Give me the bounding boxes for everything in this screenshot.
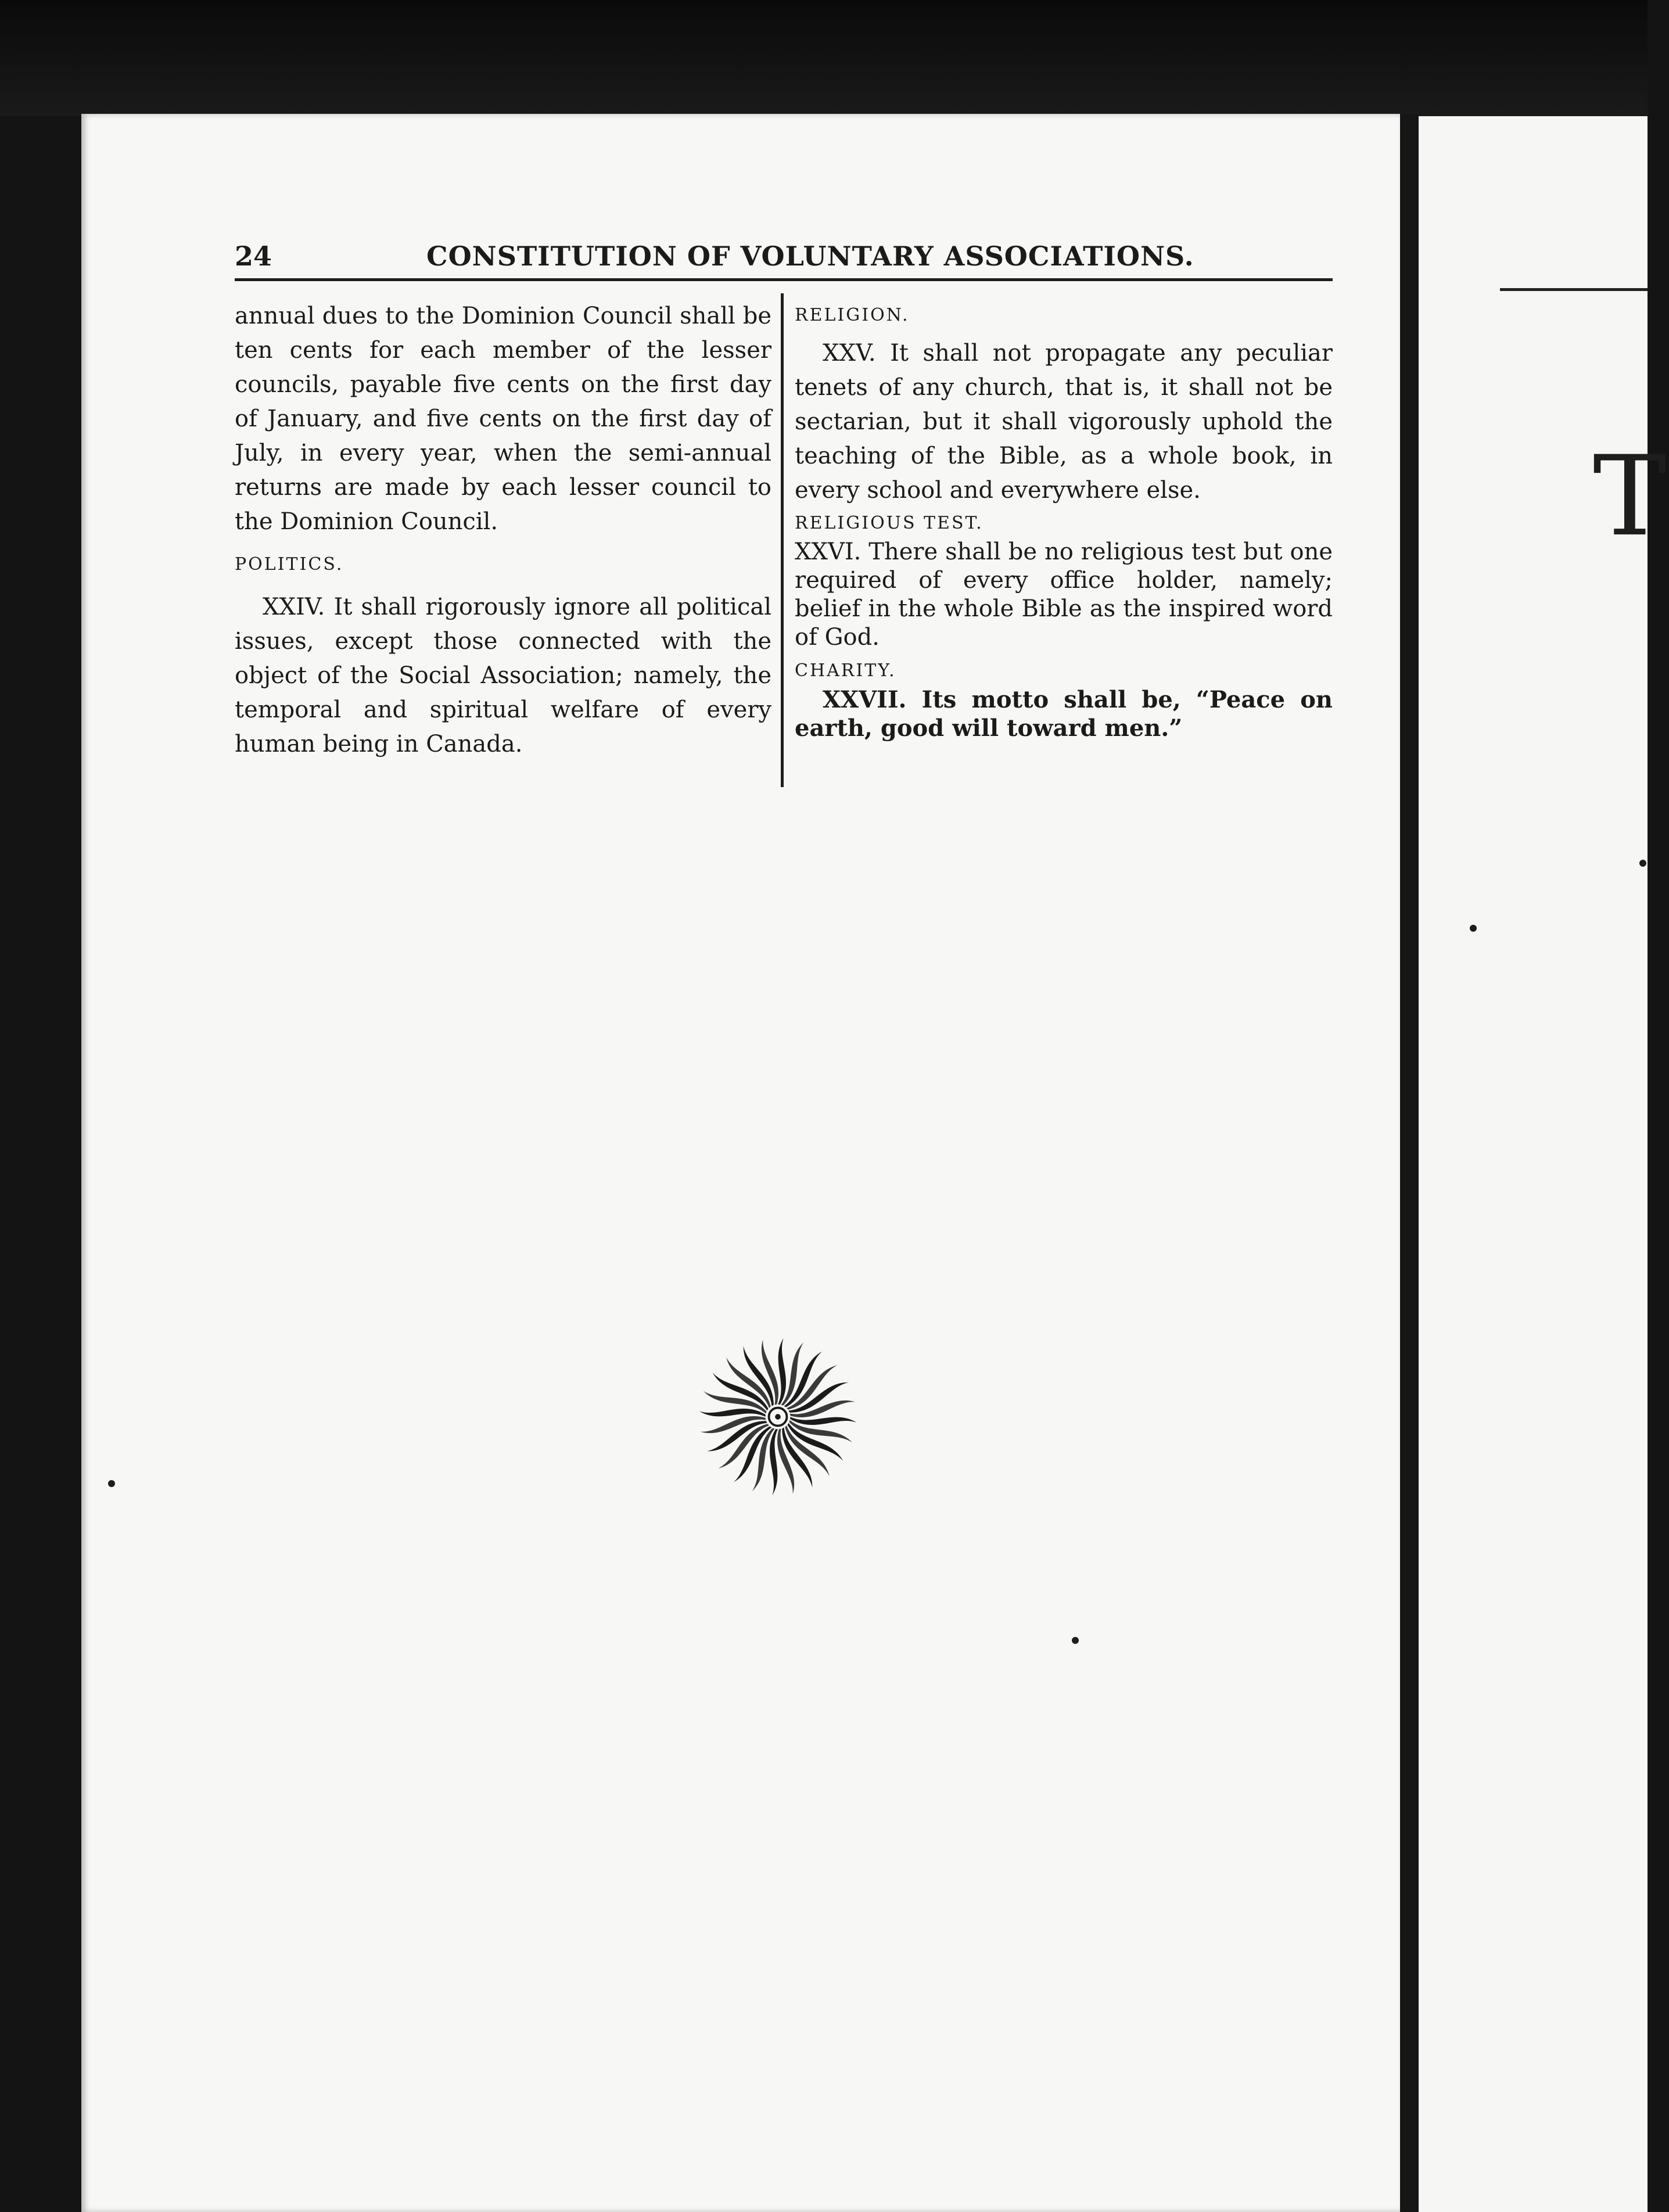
ink-speck xyxy=(1639,860,1646,867)
ornament-ray xyxy=(699,1409,766,1417)
article-xxiv: XXIV. It shall rigorously ignore all political issues, except those connected with the object of the Social Association; namely, the temporal and spiritual welfare of every human being in Canada. xyxy=(235,594,771,757)
article-xxvi: XXVI. There shall be no religious test but one required of every office holder, namely; belief in the whole Bible as the inspired word of God. xyxy=(795,538,1333,651)
book-gutter xyxy=(1400,114,1419,2212)
section-heading-religious-test: RELIGIOUS TEST. xyxy=(795,513,984,533)
scan-background xyxy=(0,0,1648,116)
left-column xyxy=(235,299,771,762)
dues-paragraph: annual dues to the Dominion Council shall be ten cents for each member of the lesser councils, payable five cents on the first day of January, and five cents on the first day of July, in every year, when the semi-annual returns are made by each lesser council to the Dominion Council. xyxy=(235,303,771,535)
page-number: 24 xyxy=(235,240,272,272)
sunburst-ornament-icon xyxy=(694,1333,862,1501)
column-divider xyxy=(781,293,784,787)
article-xxvii: XXVII. Its motto shall be, “Peace on earth, good will toward men.” xyxy=(795,686,1333,742)
section-heading-politics: POLITICS. xyxy=(235,554,344,574)
facing-page-letter: T xyxy=(1593,432,1669,561)
right-column xyxy=(795,299,1333,742)
running-title: CONSTITUTION OF VOLUNTARY ASSOCIATIONS. xyxy=(426,240,1194,272)
facing-page xyxy=(1419,116,1669,2212)
section-heading-charity: CHARITY. xyxy=(795,660,896,681)
ornament-center-dot xyxy=(775,1414,781,1420)
page-header xyxy=(235,238,1333,279)
article-xxv: XXV. It shall not propagate any peculiar tenets of any church, that is, it shall not be sectarian, but it shall vigorously uphold the teaching of the Bible, as a whole book, in every school and everywhere else. xyxy=(795,340,1333,504)
ink-speck xyxy=(1072,1637,1079,1644)
header-rule xyxy=(235,278,1333,281)
ornament-ray xyxy=(790,1417,856,1425)
ink-speck xyxy=(1470,925,1477,932)
ornament-ray xyxy=(778,1338,786,1405)
facing-page-rule xyxy=(1500,288,1648,291)
ornament-ray xyxy=(770,1429,778,1495)
section-heading-religion: RELIGION. xyxy=(795,305,910,325)
ink-speck xyxy=(108,1480,115,1487)
